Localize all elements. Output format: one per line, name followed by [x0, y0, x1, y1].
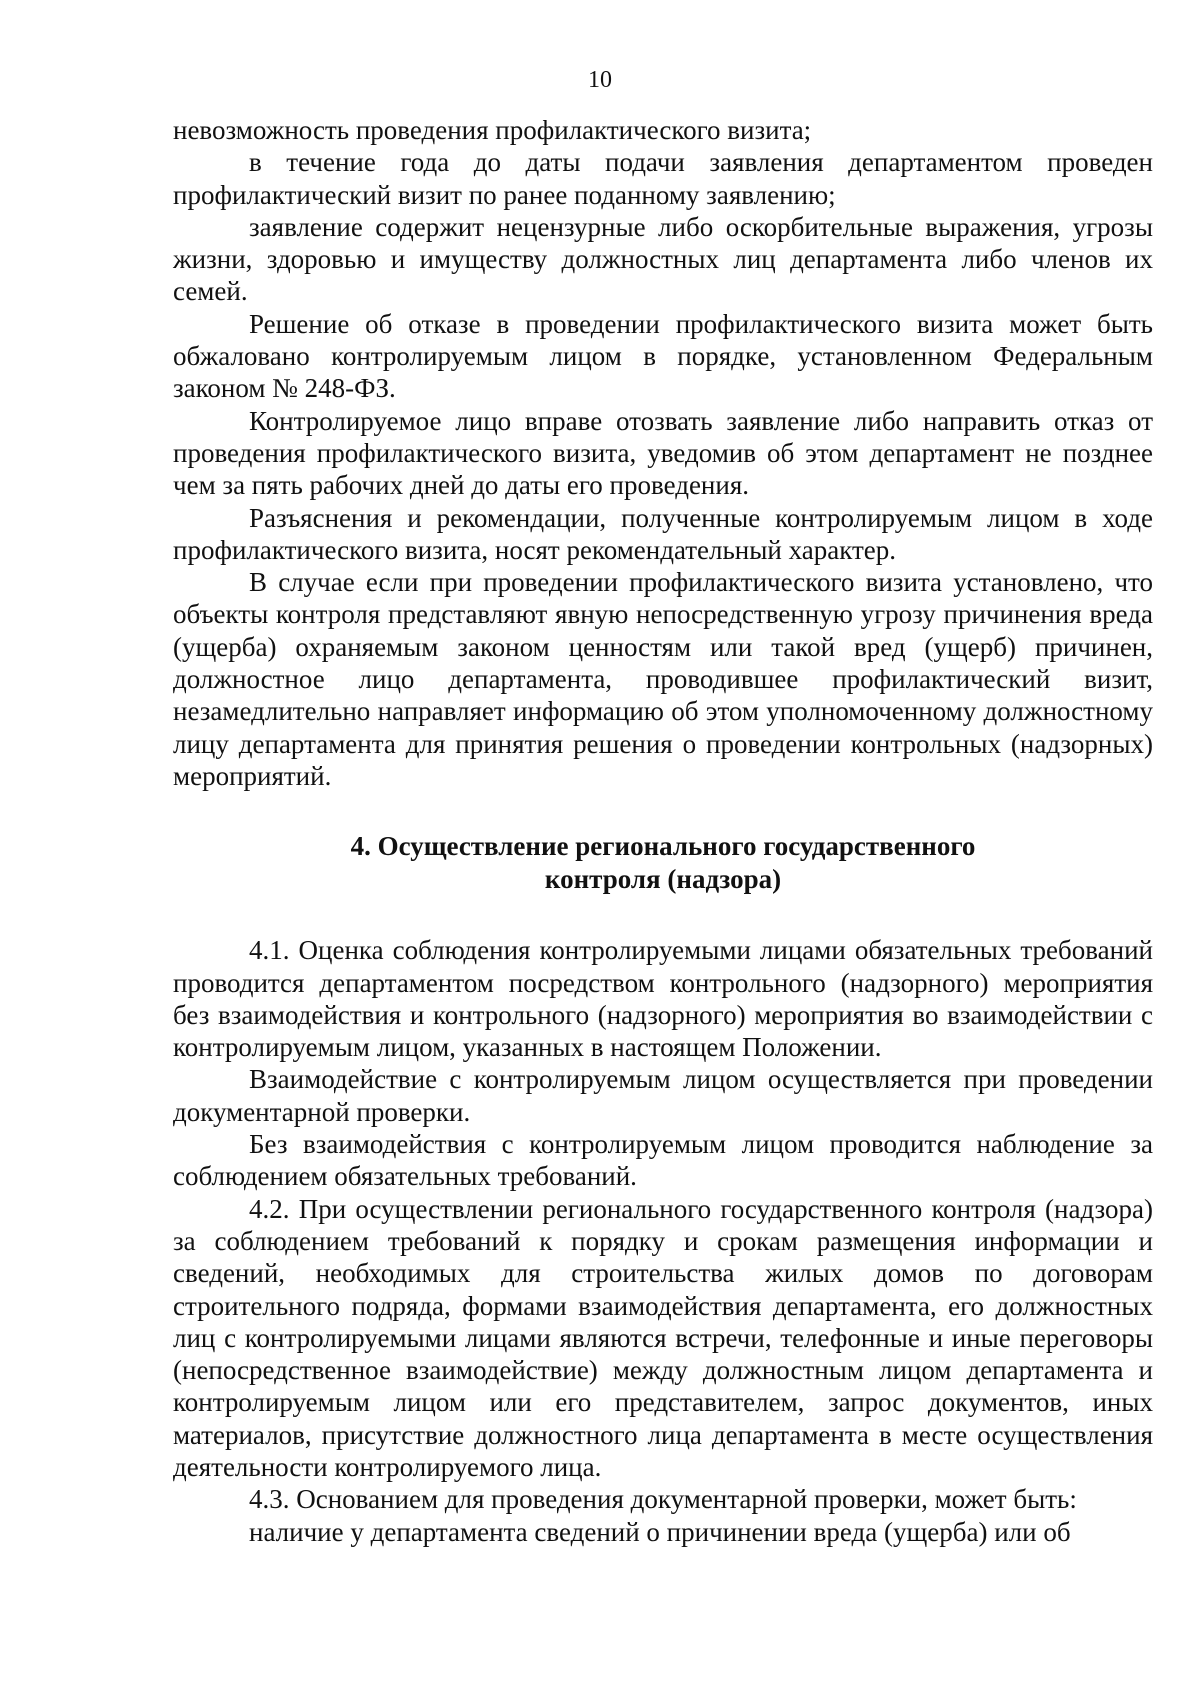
section-heading: [173, 830, 1153, 896]
paragraph: наличие у департамента сведений о причинении вреда (ущерба) или об: [249, 1516, 1071, 1547]
paragraph: В случае если при проведении профилактического визита установлено, что объекты контроля представляют явную непосредственную угрозу причинения вреда (ущерба) охраняемым законом ценностям или такой вред (ущерб) причинен, должностное лицо департамента, проводившее профилактический визит, незамедлительно направляет информацию об этом уполномоченному должностному лицу департамента для принятия решения о проведении контрольных (надзорных) мероприятий.: [173, 567, 1153, 791]
paragraph: невозможность проведения профилактического визита;: [173, 115, 812, 145]
document-body-top: [173, 114, 1153, 1548]
section-heading-line: 4. Осуществление регионального государственного: [350, 831, 976, 862]
paragraph: Решение об отказе в проведении профилактического визита может быть обжаловано контролируемым лицом в порядке, установленном Федеральным законом № 248-ФЗ.: [173, 308, 1153, 404]
page-number: 10: [588, 67, 612, 93]
paragraph: 4.2. При осуществлении регионального государственного контроля (надзора) за соблюдением требований к порядку и срокам размещения информации и сведений, необходимых для строительства жилых домов по договорам строительного подряда, формами взаимодействия департамента, его должностных лиц с контролируемыми лицами являются встречи, телефонные и иные переговоры (непосредственное взаимодействие) между должностным лицом департамента и контролируемым лицом или его представителем, запрос документов, иных материалов, присутствие должностного лица департамента в месте осуществления деятельности контролируемого лица.: [173, 1193, 1153, 1482]
paragraph: 4.1. Оценка соблюдения контролируемыми лицами обязательных требований проводится департаментом посредством контрольного (надзорного) мероприятия без взаимодействия и контрольного (надзорного) мероприятия во взаимодействии с контролируемым лицом, указанных в настоящем Положении.: [173, 935, 1153, 1063]
paragraph: Взаимодействие с контролируемым лицом осуществляется при проведении документарной проверки.: [173, 1064, 1153, 1127]
paragraph: Без взаимодействия с контролируемым лицом проводится наблюдение за соблюдением обязательных требований.: [173, 1129, 1153, 1192]
paragraph: заявление содержит нецензурные либо оскорбительные выражения, угрозы жизни, здоровью и имуществу должностных лиц департамента либо членов их семей.: [173, 211, 1153, 307]
paragraph: в течение года до даты подачи заявления департаментом проведен профилактический визит по ранее поданному заявлению;: [173, 147, 1153, 210]
paragraph: 4.3. Основанием для проведения документарной проверки, может быть:: [249, 1484, 1077, 1515]
paragraph: Разъяснения и рекомендации, полученные контролируемым лицом в ходе профилактического визита, носят рекомендательный характер.: [173, 502, 1153, 565]
paragraph: Контролируемое лицо вправе отозвать заявление либо направить отказ от проведения профилактического визита, уведомив об этом департамент не позднее чем за пять рабочих дней до даты его проведения.: [173, 405, 1153, 501]
section-heading-line: контроля (надзора): [544, 864, 782, 895]
